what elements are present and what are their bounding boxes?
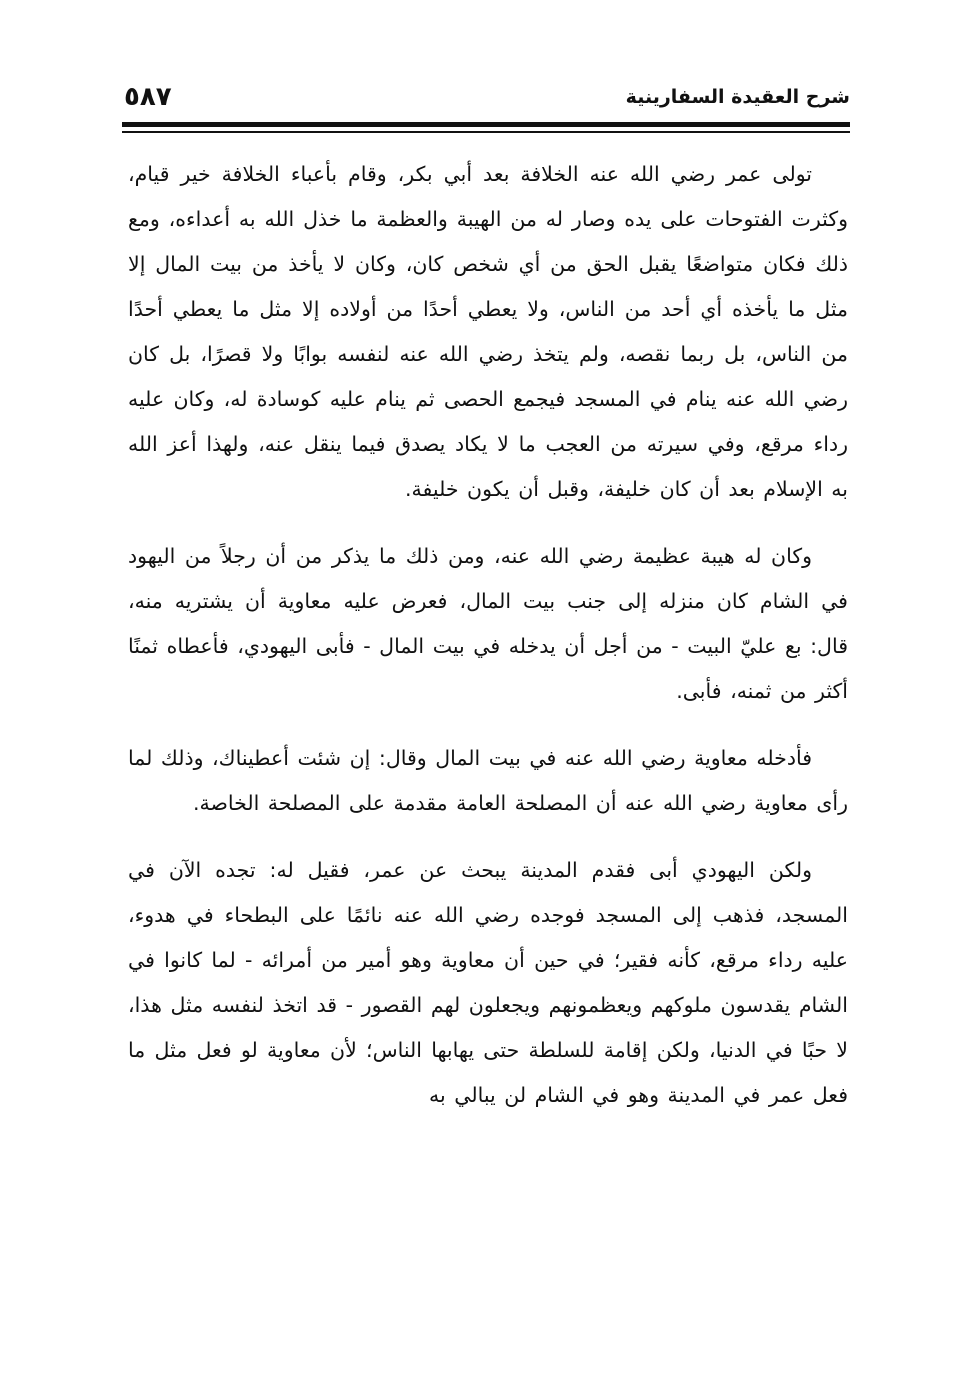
- running-title: شرح العقيدة السفارينية: [625, 86, 850, 108]
- body-text: [128, 152, 848, 1118]
- header-rule-thick: [122, 122, 850, 127]
- header-rule-thin: [122, 131, 850, 133]
- page-header: [122, 78, 850, 118]
- paragraph-2: وكان له هيبة عظيمة رضي الله عنه، ومن ذلك ما يذكر من أن رجلاً من اليهود في الشام كان منزله إلى جنب بيت المال، فعرض عليه معاوية أن يشتريه منه، قال: بع عليّ البيت - من أجل أن يدخله في بيت المال - فأبى اليهودي، فأعطاه ثمنًا أكثر من ثمنه، فأبى.: [128, 544, 848, 703]
- paragraph-1: تولى عمر رضي الله عنه الخلافة بعد أبي بكر، وقام بأعباء الخلافة خير قيام، وكثرت الفتوحات على يده وصار له من الهيبة والعظمة ما خذل الله به أعداءه، ومع ذلك فكان متواضعًا يقبل الحق من أي شخص كان، وكان لا يأخذ من بيت المال إلا مثل ما يأخذه أي أحد من الناس، ولا يعطي أحدًا من أولاده إلا مثل ما يعطي أحدًا من الناس، بل ربما نقصه، ولم يتخذ رضي الله عنه لنفسه بوابًا ولا قصرًا، بل كان رضي الله عنه ينام في المسجد فيجمع الحصى ثم ينام عليه كوسادة له، وكان عليه رداء مرقع، وفي سيرته من العجب ما لا يكاد يصدق فيما ينقل عنه، ولهذا أعز الله به الإسلام بعد أن كان خليفة، وقبل أن يكون خليفة.: [128, 162, 848, 501]
- page-number: ٥٨٧: [124, 82, 172, 112]
- paragraph-4: ولكن اليهودي أبى فقدم المدينة يبحث عن عمر، فقيل له: تجده الآن في المسجد، فذهب إلى المسجد فوجده رضي الله عنه نائمًا على البطحاء في هدوء، عليه رداء مرقع، كأنه فقير؛ في حين أن معاوية وهو أمير من أمرائه - لما كانوا في الشام يقدسون ملوكهم ويعظمونهم ويجعلون لهم القصور - قد اتخذ لنفسه مثل هذا، لا حبًا في الدنيا، ولكن إقامة للسلطة حتى يهابها الناس؛ لأن معاوية لو فعل مثل ما فعل عمر في المدينة وهو في الشام لن يبالي به: [128, 858, 848, 1107]
- paragraph-3: فأدخله معاوية رضي الله عنه في بيت المال وقال: إن شئت أعطيناك، وذلك لما رأى معاوية رضي الله عنه أن المصلحة العامة مقدمة على المصلحة الخاصة.: [128, 746, 848, 815]
